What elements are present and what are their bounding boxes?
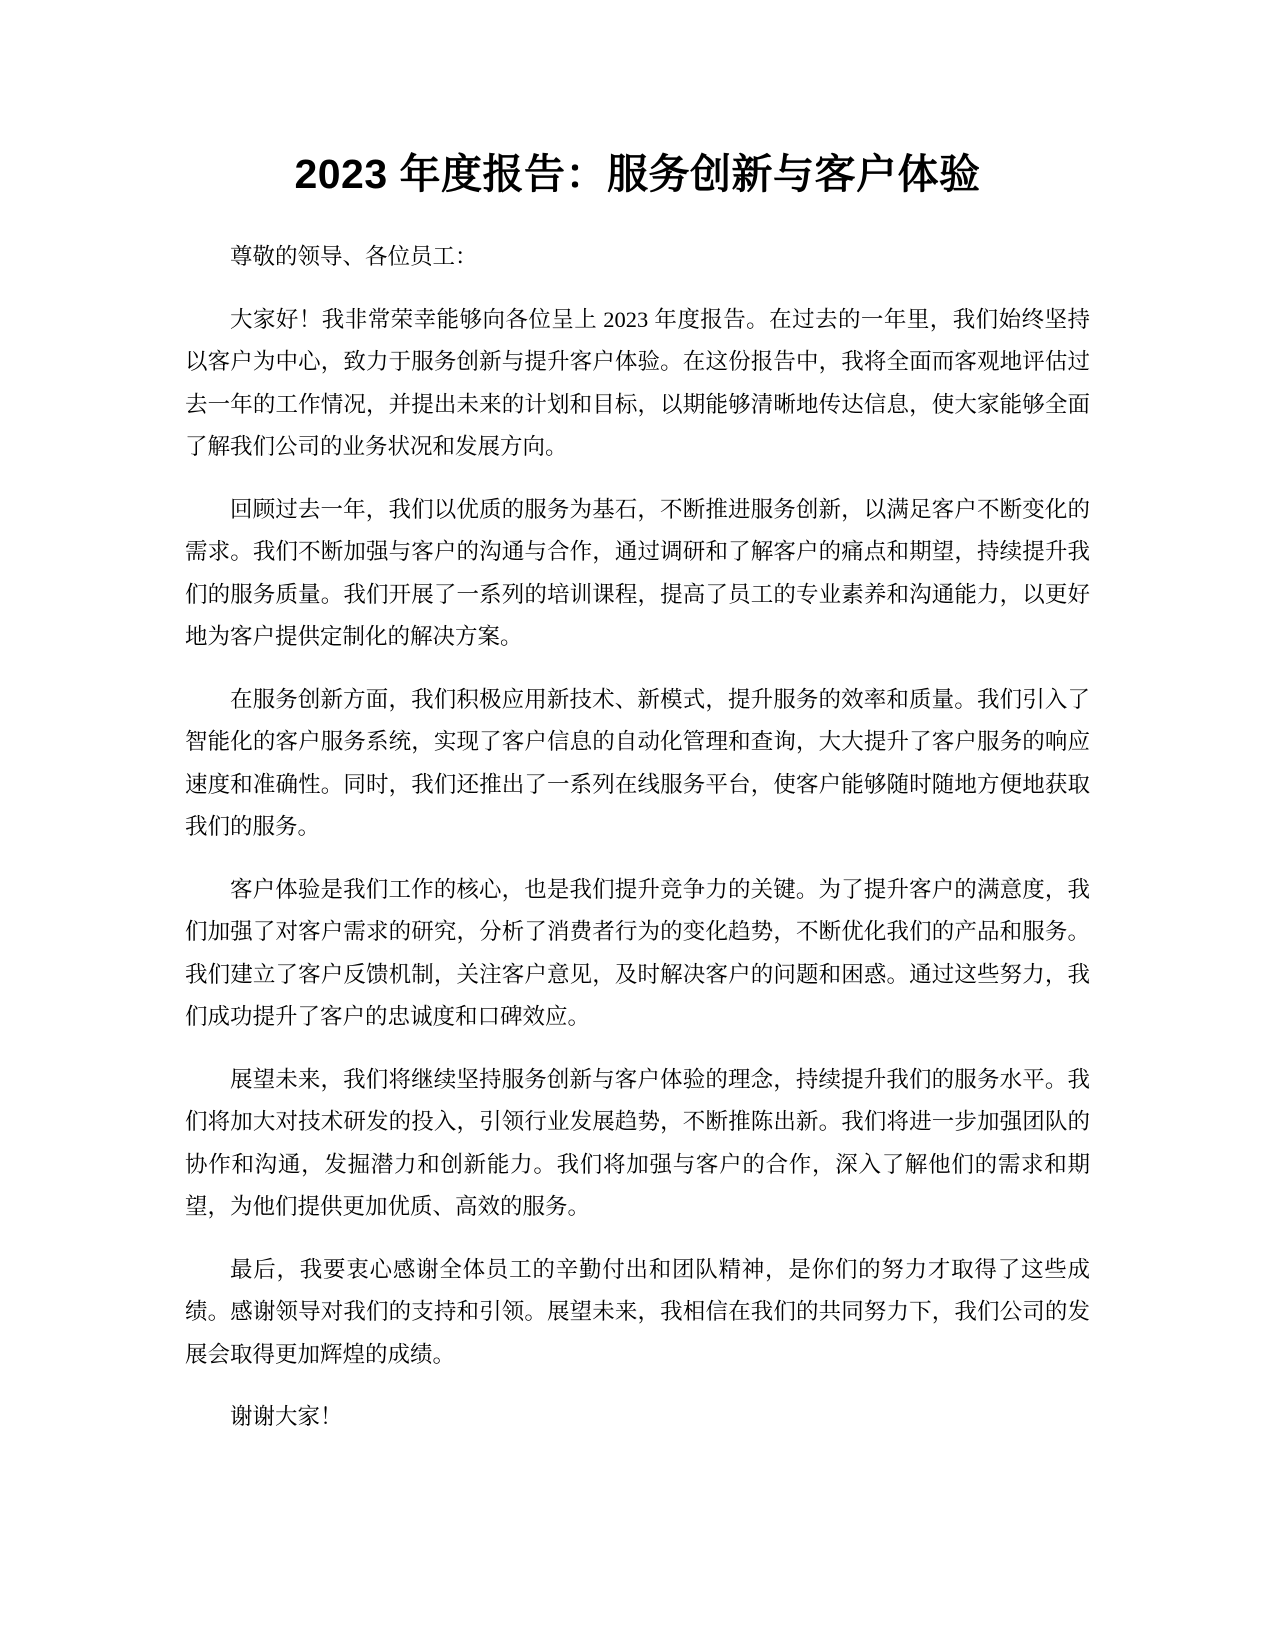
paragraph-outlook: 展望未来，我们将继续坚持服务创新与客户体验的理念，持续提升我们的服务水平。我们将加大对技术研发的投入，引领行业发展趋势，不断推陈出新。我们将进一步加强团队的协作和沟通，发掘潜力和创新能力。我们将加强与客户的合作，深入了解他们的需求和期望，为他们提供更加优质、高效的服务。 (185, 1066, 1090, 1219)
paragraph-customer-experience: 客户体验是我们工作的核心，也是我们提升竞争力的关键。为了提升客户的满意度，我们加强了对客户需求的研究，分析了消费者行为的变化趋势，不断优化我们的产品和服务。我们建立了客户反馈机制，关注客户意见，及时解决客户的问题和困惑。通过这些努力，我们成功提升了客户的忠诚度和口碑效应。 (185, 876, 1090, 1029)
paragraph-review: 回顾过去一年，我们以优质的服务为基石，不断推进服务创新，以满足客户不断变化的需求。我们不断加强与客户的沟通与合作，通过调研和了解客户的痛点和期望，持续提升我们的服务质量。我们开展了一系列的培训课程，提高了员工的专业素养和沟通能力，以更好地为客户提供定制化的解决方案。 (185, 496, 1090, 649)
closing: 谢谢大家！ (230, 1404, 343, 1429)
salutation: 尊敬的领导、各位员工： (230, 244, 478, 269)
paragraph-innovation: 在服务创新方面，我们积极应用新技术、新模式，提升服务的效率和质量。我们引入了智能化的客户服务系统，实现了客户信息的自动化管理和查询，大大提升了客户服务的响应速度和准确性。同时，我们还推出了一系列在线服务平台，使客户能够随时随地方便地获取我们的服务。 (185, 686, 1090, 839)
document-body (185, 236, 1090, 1459)
document-title: 2023 年度报告：服务创新与客户体验 (294, 151, 981, 197)
paragraph-thanks: 最后，我要衷心感谢全体员工的辛勤付出和团队精神，是你们的努力才取得了这些成绩。感谢领导对我们的支持和引领。展望未来，我相信在我们的共同努力下，我们公司的发展会取得更加辉煌的成绩。 (185, 1256, 1090, 1367)
paragraph-greeting: 大家好！我非常荣幸能够向各位呈上 2023 年度报告。在过去的一年里，我们始终坚持以客户为中心，致力于服务创新与提升客户体验。在这份报告中，我将全面而客观地评估过去一年的工作情况，并提出未来的计划和目标，以期能够清晰地传达信息，使大家能够全面了解我们公司的业务状况和发展方向。 (185, 306, 1090, 459)
